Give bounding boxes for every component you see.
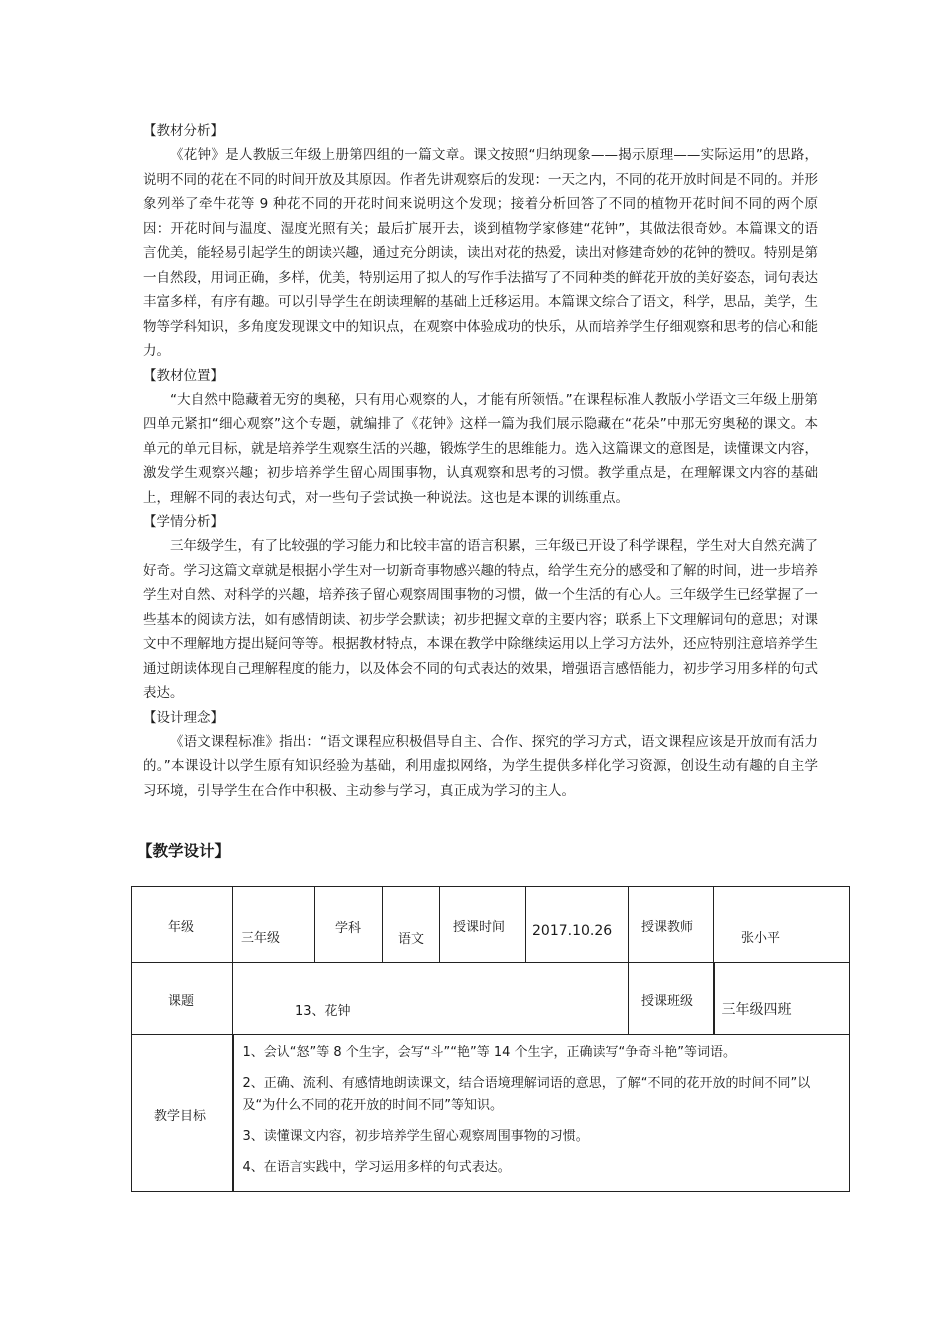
teacher-label-cell <box>629 887 714 963</box>
section-student-analysis <box>143 510 818 706</box>
class-value: 三年级四班 <box>721 1002 792 1018</box>
section-heading: 【教材分析】 <box>143 123 224 139</box>
subject-value: 语文 <box>398 932 425 947</box>
section-heading: 【设计理念】 <box>143 709 224 726</box>
grade-value: 三年级 <box>241 931 281 946</box>
section-heading: 【学情分析】 <box>143 514 224 530</box>
topic-value: 13、花钟 <box>295 1004 351 1019</box>
topic-value-cell <box>233 963 629 1035</box>
grade-label: 年级 <box>168 920 195 935</box>
teaching-design-heading: 【教学设计】 <box>137 842 231 860</box>
time-label: 授课时间 <box>453 920 506 935</box>
goals-label: 教学目标 <box>154 1109 207 1124</box>
class-label-cell <box>629 963 714 1035</box>
section-heading: 【教材位置】 <box>143 367 224 384</box>
subject-label-cell <box>315 887 383 963</box>
table-row <box>132 887 850 963</box>
section-design-concept <box>143 706 818 804</box>
goal-item: 2、正确、流利、有感情地朗读课文，结合语境理解词语的意思，了解“不同的花开放的时间不同”以及“为什么不同的花开放的时间不同”等知识。 <box>242 1076 811 1113</box>
teacher-value-cell <box>714 887 850 963</box>
time-value-cell <box>526 887 629 963</box>
grade-label-cell <box>132 887 233 963</box>
goals-cell <box>233 1035 850 1192</box>
table-row <box>132 963 850 1035</box>
teacher-label: 授课教师 <box>641 920 694 935</box>
subject-value-cell <box>383 887 440 963</box>
section-textbook-analysis <box>143 119 818 364</box>
grade-value-cell <box>233 887 315 963</box>
section-paragraph: 三年级学生，有了比较强的学习能力和比较丰富的语言积累，三年级已开设了科学课程，学生对大自然充满了好奇。学习这篇文章就是根据小学生对一切新奇事物感兴趣的特点，给学生充分的感受和了解的时间，进一步培养学生对自然、对科学的兴趣，培养孩子留心观察周围事物的习惯，做一个生活的有心人。三年级学生已经掌握了一些基本的阅读方法，如有感情朗读、初步学会默读；初步把握文章的主要内容；联系上下文理解词句的意思；对课文中不理解地方提出疑问等等。根据教材特点，本课在教学中除继续运用以上学习方法外，还应特别注意培养学生通过朗读体现自己理解程度的能力，以及体会不同的句式表达的效果，增强语言感悟能力，初步学习用多样的句式表达。 <box>143 538 818 701</box>
section-paragraph: “大自然中隐藏着无穷的奥秘，只有用心观察的人，才能有所领悟。”在课程标准人教版小学语文三年级上册第四单元紧扣“细心观察”这个专题，就编排了《花钟》这样一篇为我们展示隐藏在“花朵”中那无穷奥秘的课文。本单元的单元目标，就是培养学生观察生活的兴趣，锻炼学生的思维能力。选入这篇课文的意图是，读懂课文内容，激发学生观察兴趣；初步培养学生留心周围事物，认真观察和思考的习惯。教学重点是，在理解课文内容的基础上，理解不同的表达句式，对一些句子尝试换一种说法。这也是本课的训练重点。 <box>143 391 818 506</box>
time-value: 2017.10.26 <box>532 923 613 939</box>
teacher-value: 张小平 <box>741 931 781 946</box>
class-label: 授课班级 <box>641 994 694 1009</box>
goals-label-cell <box>132 1035 233 1192</box>
topic-label-cell <box>132 963 233 1035</box>
subject-label: 学科 <box>335 921 362 936</box>
time-label-cell <box>440 887 526 963</box>
section-textbook-position <box>143 364 818 511</box>
goal-item: 3、读懂课文内容，初步培养学生留心观察周围事物的习惯。 <box>242 1129 589 1144</box>
lesson-plan-table <box>131 886 850 1192</box>
class-value-cell <box>714 963 850 1035</box>
topic-label: 课题 <box>168 994 195 1009</box>
table-row <box>132 1035 850 1192</box>
goal-item: 1、会认“怒”等 8 个生字，会写“斗”“艳”等 14 个生字，正确读写“争奇斗艳”等词语。 <box>242 1045 736 1060</box>
section-paragraph: 《花钟》是人教版三年级上册第四组的一篇文章。课文按照“归纳现象——揭示原理——实际运用”的思路，说明不同的花在不同的时间开放及其原因。作者先讲观察后的发现：一天之内，不同的花开放时间是不同的。并形象列举了牵牛花等 9 种花不同的开花时间来说明这个发现；接着分析回答了不同的植物开花时间不同的两个原因：开花时间与温度、湿度光照有关；最后扩展开去，谈到植物学家修建“花钟”，其做法很奇妙。本篇课文的语言优美，能轻易引起学生的朗读兴趣，通过充分朗读，读出对花的热爱，读出对修建奇妙的花钟的赞叹。特别是第一自然段，用词正确，多样，优美，特别运用了拟人的写作手法描写了不同种类的鲜花开放的美好姿态，词句表达丰富多样，有序有趣。可以引导学生在朗读理解的基础上迁移运用。本篇课文综合了语文，科学，思品，美学，生物等学科知识，多角度发现课文中的知识点，在观察中体验成功的快乐，从而培养学生仔细观察和思考的信心和能力。 <box>143 147 818 359</box>
section-paragraph: 《语文课程标准》指出：“语文课程应积极倡导自主、合作、探究的学习方式，语文课程应该是开放而有活力的。”本课设计以学生原有知识经验为基础，利用虚拟网络，为学生提供多样化学习资源，创设生动有趣的自主学习环境，引导学生在合作中积极、主动参与学习，真正成为学习的主人。 <box>143 733 818 799</box>
goal-item: 4、在语言实践中，学习运用多样的句式表达。 <box>242 1160 511 1175</box>
document-body <box>143 119 818 803</box>
